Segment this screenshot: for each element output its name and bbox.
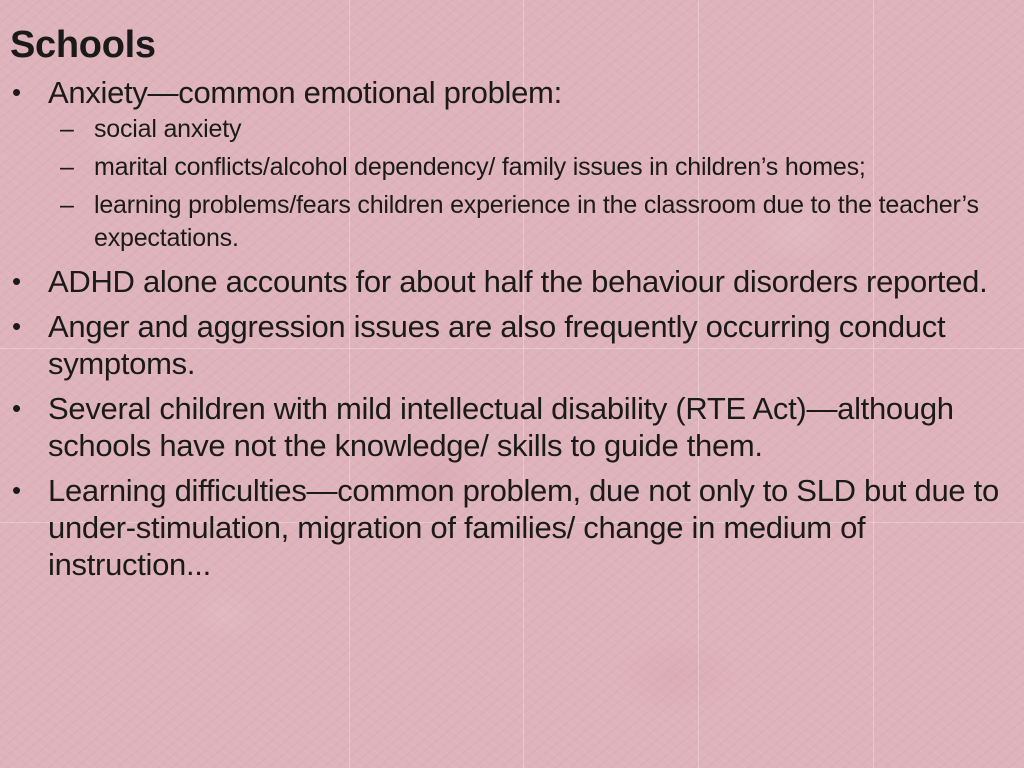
bullet-item	[10, 472, 1014, 583]
bullet-item	[10, 74, 1014, 255]
bullet-item	[10, 390, 1014, 464]
sub-bullet-item	[48, 113, 1014, 146]
sub-bullet-item	[48, 151, 1014, 184]
dash-marker: –	[60, 153, 74, 181]
bullet-marker: •	[12, 77, 21, 107]
bullet-item	[10, 308, 1014, 382]
bullet-text: ADHD alone accounts for about half the behaviour disorders reported.	[48, 264, 988, 299]
sub-bullet-text: marital conflicts/alcohol dependency/ family issues in children’s homes;	[94, 153, 866, 181]
bullet-text: Learning difficulties—common problem, due not only to SLD but due to under-stimulation, migration of families/ change in medium of instruction...	[48, 473, 999, 582]
slide-title: Schools	[10, 24, 156, 66]
bullet-item	[10, 263, 1014, 300]
dash-marker: –	[60, 191, 74, 219]
bullet-list	[10, 74, 1014, 583]
bullet-text: Several children with mild intellectual disability (RTE Act)—although schools have not the knowledge/ skills to guide them.	[48, 391, 954, 463]
dash-marker: –	[60, 115, 74, 143]
sub-bullet-item	[48, 189, 1014, 255]
slide-content	[10, 20, 1014, 591]
bullet-marker: •	[12, 266, 21, 296]
bullet-marker: •	[12, 475, 21, 505]
bullet-text: Anger and aggression issues are also frequently occurring conduct symptoms.	[48, 309, 946, 381]
bullet-text: Anxiety—common emotional problem:	[48, 75, 562, 110]
sub-bullet-text: learning problems/fears children experience in the classroom due to the teacher’s expectations.	[94, 191, 979, 252]
sub-bullet-text: social anxiety	[94, 115, 242, 143]
sub-bullet-list	[48, 113, 1014, 255]
bullet-marker: •	[12, 311, 21, 341]
bullet-marker: •	[12, 393, 21, 423]
